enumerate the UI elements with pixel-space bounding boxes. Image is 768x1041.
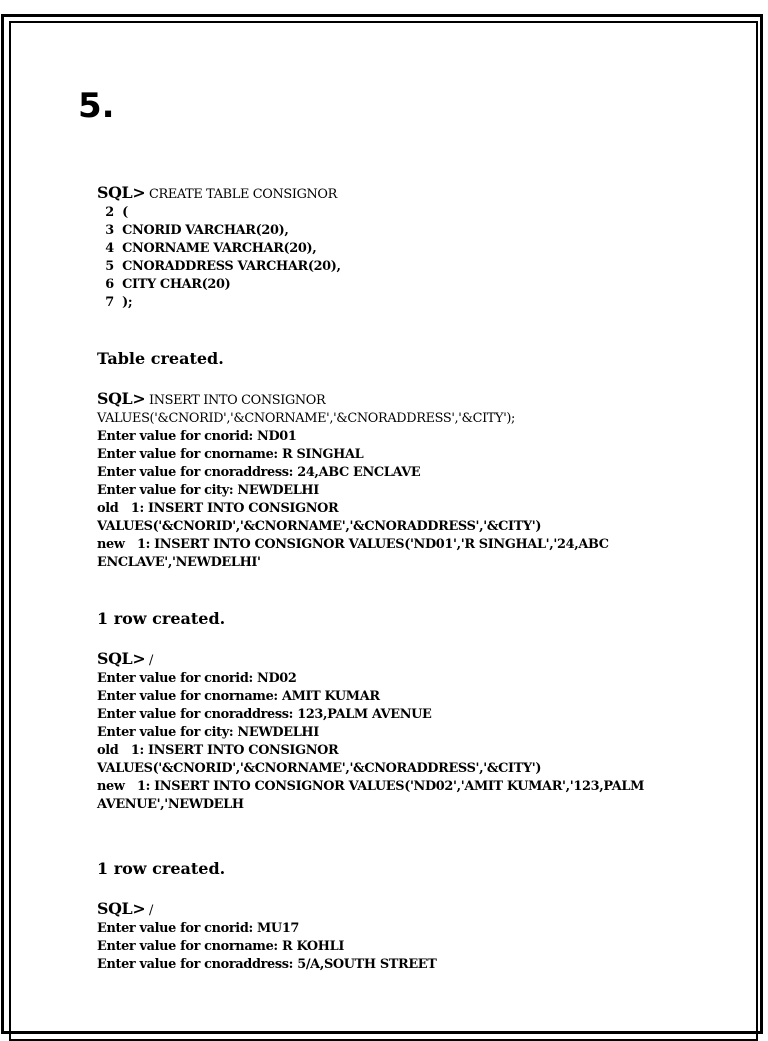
- sql-line: 5 CNORADDRESS VARCHAR(20),: [97, 259, 341, 274]
- sql-line: Enter value for cnorid: MU17: [97, 921, 300, 936]
- sql-line: Enter value for cnoraddress: 5/A,SOUTH STREET: [97, 957, 437, 972]
- sql-prompt: SQL>: [97, 899, 146, 918]
- sql-line: Enter value for cnorid: ND02: [97, 671, 297, 686]
- insert-block-2: [97, 650, 697, 814]
- section-number-heading: 5.: [78, 86, 115, 126]
- sql-line: AVENUE','NEWDELH: [97, 797, 244, 812]
- sql-line: old 1: INSERT INTO CONSIGNOR: [97, 743, 339, 758]
- sql-prompt: SQL>: [97, 649, 146, 668]
- sql-prompt: SQL>: [97, 183, 146, 202]
- sql-line: Enter value for city: NEWDELHI: [97, 725, 319, 740]
- sql-command-line: SQL> /: [97, 899, 153, 918]
- sql-line: Enter value for city: NEWDELHI: [97, 483, 319, 498]
- sql-line: new 1: INSERT INTO CONSIGNOR VALUES('ND01','R SINGHAL','24,ABC: [97, 537, 609, 552]
- sql-transcript: [97, 184, 697, 974]
- sql-line: ENCLAVE','NEWDELHI': [97, 555, 261, 570]
- sql-line: Enter value for cnorname: R SINGHAL: [97, 447, 364, 462]
- sql-line: VALUES('&CNORID','&CNORNAME','&CNORADDRESS','&CITY'): [97, 761, 542, 776]
- sql-line: Enter value for cnorid: ND01: [97, 429, 297, 444]
- sql-line: Enter value for cnoraddress: 24,ABC ENCLAVE: [97, 465, 421, 480]
- sql-command-line: SQL> INSERT INTO CONSIGNOR: [97, 389, 326, 408]
- sql-prompt: SQL>: [97, 389, 146, 408]
- sql-line: VALUES('&CNORID','&CNORNAME','&CNORADDRESS','&CITY'): [97, 519, 542, 534]
- sql-line: 4 CNORNAME VARCHAR(20),: [97, 241, 317, 256]
- insert-block-3: [97, 900, 697, 974]
- sql-line: Enter value for cnorname: R KOHLI: [97, 939, 345, 954]
- result-message: Table created.: [97, 349, 224, 368]
- sql-line: new 1: INSERT INTO CONSIGNOR VALUES('ND02','AMIT KUMAR','123,PALM: [97, 779, 644, 794]
- sql-line: 6 CITY CHAR(20): [97, 277, 231, 292]
- insert-block-1: [97, 390, 697, 572]
- create-table-block: [97, 184, 697, 312]
- sql-line: 7 );: [97, 295, 133, 310]
- sql-line: VALUES('&CNORID','&CNORNAME','&CNORADDRESS','&CITY');: [97, 411, 516, 426]
- sql-line: 3 CNORID VARCHAR(20),: [97, 223, 289, 238]
- sql-line: Enter value for cnoraddress: 123,PALM AVENUE: [97, 707, 432, 722]
- sql-line: Enter value for cnorname: AMIT KUMAR: [97, 689, 380, 704]
- sql-line: old 1: INSERT INTO CONSIGNOR: [97, 501, 339, 516]
- result-message: 1 row created.: [97, 609, 226, 628]
- result-message: 1 row created.: [97, 859, 226, 878]
- sql-line: 2 (: [97, 205, 128, 220]
- sql-command-line: SQL> /: [97, 649, 153, 668]
- sql-command-line: SQL> CREATE TABLE CONSIGNOR: [97, 183, 337, 202]
